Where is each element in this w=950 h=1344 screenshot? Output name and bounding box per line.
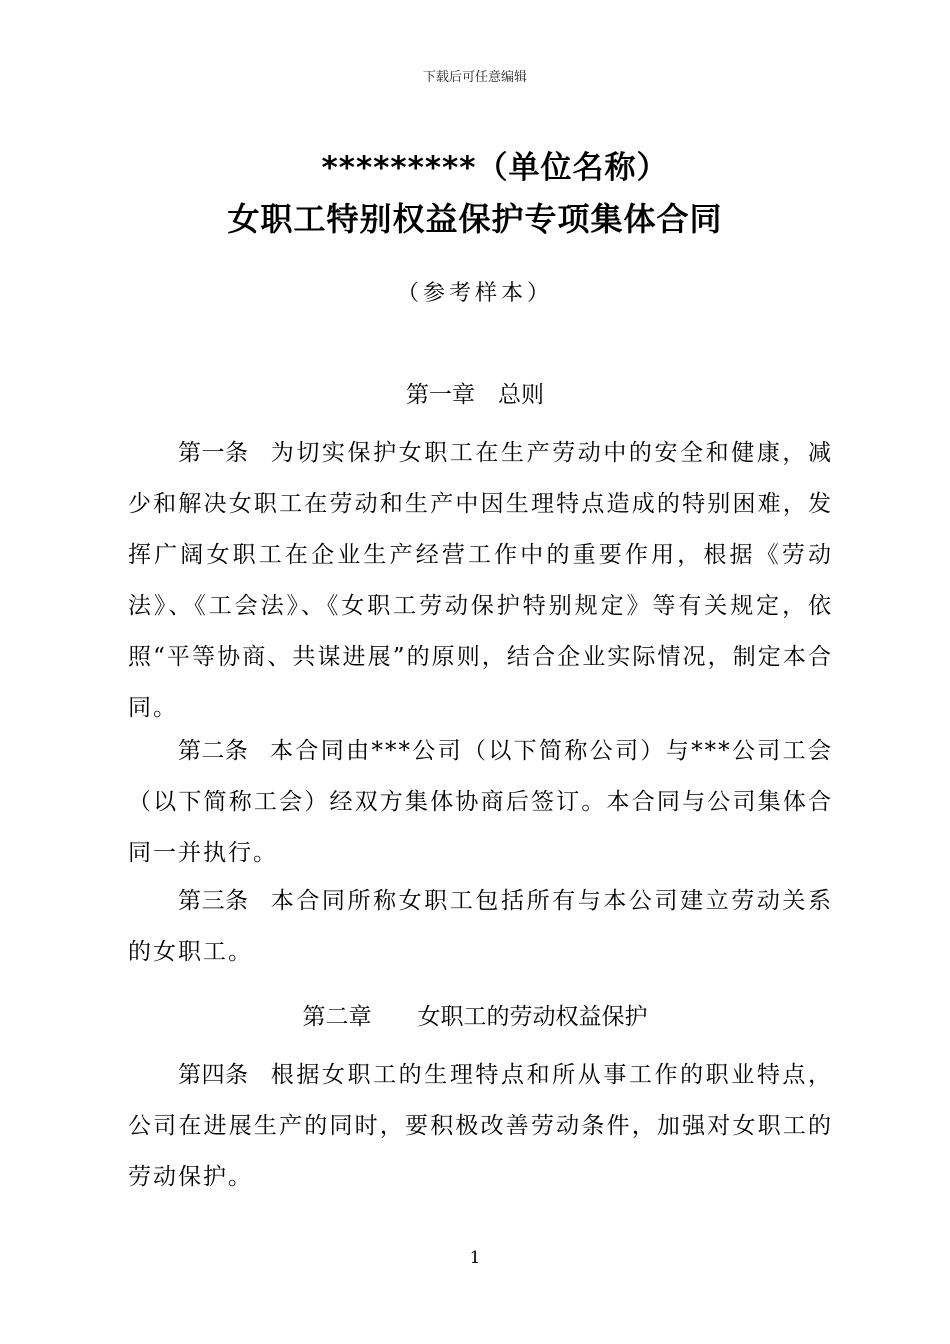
- article-3: [128, 876, 833, 978]
- article-3-text: 本合同所称女职工包括所有与本公司建立劳动关系的女职工。: [128, 888, 833, 965]
- document-subtitle: （参考样本）: [396, 281, 553, 306]
- article-2: [128, 726, 833, 879]
- article-1: [128, 428, 833, 734]
- article-3-label: 第三条: [178, 888, 249, 914]
- article-2-label: 第二条: [178, 738, 249, 764]
- article-2-text: 本合同由***公司（以下简称公司）与***公司工会（以下简称工会）经双方集体协商后签订。本合同与公司集体合同一并执行。: [128, 738, 834, 866]
- article-4-text: 根据女职工的生理特点和所从事工作的职业特点，公司在进展生产的同时，要积极改善劳动条件，加强对女职工的劳动保护。: [128, 1062, 833, 1190]
- chapter-heading-1: 第一章 总则: [406, 382, 544, 408]
- document-title-line-1: *********（单位名称）: [321, 150, 669, 186]
- chapter-heading-2: 第二章 女职工的劳动权益保护: [302, 1004, 648, 1030]
- document-title-line-2: 女职工特别权益保护专项集体合同: [227, 200, 723, 238]
- header-note: 下载后可任意编辑: [422, 70, 527, 85]
- article-1-text: 为切实保护女职工在生产劳动中的安全和健康，减少和解决女职工在劳动和生产中因生理特点造成的特别困难，发挥广阔女职工在企业生产经营工作中的重要作用，根据《劳动法》、《工会法》、《女职工劳动保护特别规定》等有关规定，依照“平等协商、共谋进展”的原则，结合企业实际情况，制定本合同。: [128, 440, 833, 721]
- article-4: [128, 1050, 833, 1203]
- article-1-label: 第一条: [178, 440, 249, 466]
- page-number: 1: [469, 1248, 481, 1268]
- article-4-label: 第四条: [178, 1062, 249, 1088]
